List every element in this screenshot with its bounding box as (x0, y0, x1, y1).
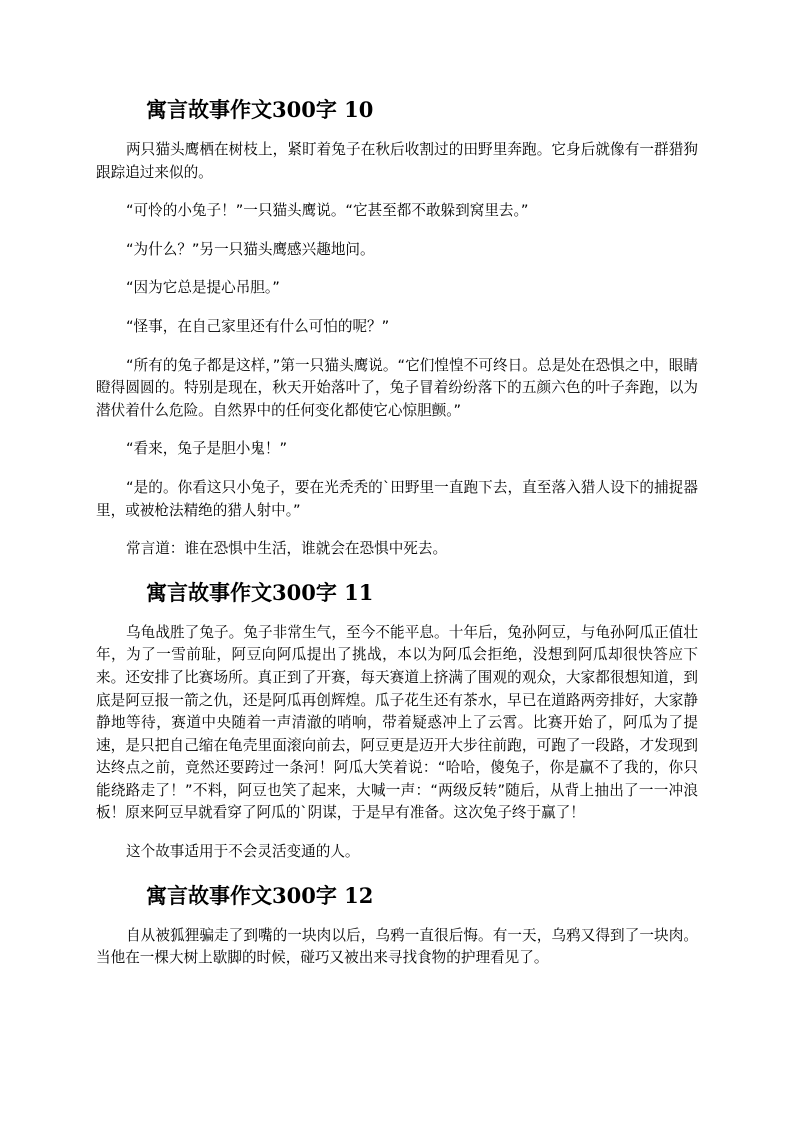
section-heading: 寓言故事作文300字 12 (146, 882, 374, 908)
paragraph: “怪事，在自己家里还有什么可怕的呢？” (126, 317, 390, 335)
story-section-11 (96, 577, 698, 864)
paragraph: “因为它总是提心吊胆。” (126, 279, 280, 297)
paragraph: 自从被狐狸骗走了到嘴的一块肉以后，乌鸦一直很后悔。有一天，乌鸦又得到了一块肉。当他在一棵大树上歇脚的时候，碰巧又被出来寻找食物的护理看见了。 (96, 926, 698, 967)
paragraph: “可怜的小兔子！”一只猫头鹰说。“它甚至都不敢躲到窝里去。” (126, 202, 529, 220)
paragraph: 常言道：谁在恐惧中生活，谁就会在恐惧中死去。 (126, 540, 448, 558)
section-heading: 寓言故事作文300字 11 (146, 579, 374, 605)
story-section-10 (96, 94, 698, 561)
paragraph: 乌龟战胜了兔子。兔子非常生气，至今不能平息。十年后，兔孙阿豆，与龟孙阿瓜正值壮年，为了一雪前耻，阿豆向阿瓜提出了挑战，本以为阿瓜会拒绝，没想到阿瓜却很快答应下来。还安排了比赛场所。真正到了开赛，每天赛道上挤满了围观的观众，大家都很想知道，到底是阿豆报一箭之仇，还是阿瓜再创辉煌。瓜子花生还有茶水，早已在道路两旁排好，大家静静地等待，赛道中央随着一声清澈的哨响，带着疑惑冲上了云霄。比赛开始了，阿瓜为了提速，是只把自己缩在龟壳里面滚向前去，阿豆更是迈开大步往前跑，可跑了一段路，才发现到达终点之前，竟然还要跨过一条河！阿瓜大笑着说：“哈哈，傻兔子，你是赢不了我的，你只能绕路走了！”不料，阿豆也笑了起来，大喊一声：“两级反转”随后，从背上抽出了一一冲浪板！原来阿豆早就看穿了阿瓜的`阴谋，于是早有准备。这次兔子终于赢了！ (96, 623, 698, 822)
paragraph: “为什么？”另一只猫头鹰感兴趣地问。 (126, 240, 375, 258)
paragraph: 两只猫头鹰栖在树枝上，紧盯着兔子在秋后收割过的田野里奔跑。它身后就像有一群猎狗跟踪追过来似的。 (96, 141, 698, 181)
document-content (96, 94, 698, 986)
story-section-12 (96, 880, 698, 970)
section-heading: 寓言故事作文300字 10 (146, 97, 374, 122)
paragraph: “是的。你看这只小兔子，要在光秃秃的`田野里一直跑下去，直至落入猎人设下的捕捉器里，或被枪法精绝的猎人射中。” (96, 478, 698, 519)
paragraph: “所有的兔子都是这样，”第一只猫头鹰说。“它们惶惶不可终日。总是处在恐惧之中，眼睛瞪得圆圆的。特别是现在，秋天开始落叶了，兔子冒着纷纷落下的五颜六色的叶子奔跑，以为潜伏着什么危险。自然界中的任何变化都使它心惊胆颤。” (96, 356, 698, 419)
paragraph: “看来，兔子是胆小鬼！” (126, 440, 288, 458)
paragraph: 这个故事适用于不会灵活变通的人。 (126, 843, 360, 861)
